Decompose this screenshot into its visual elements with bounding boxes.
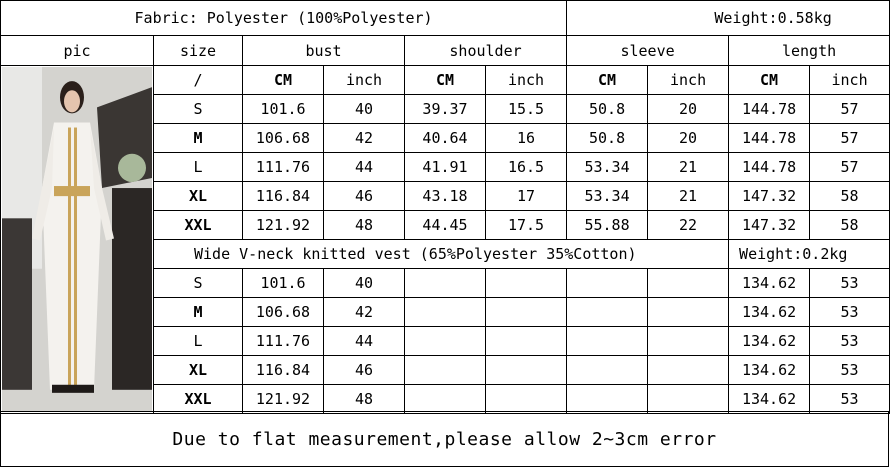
col-pic: pic — [1, 36, 154, 66]
length-cm-cell: 147.32 — [729, 211, 810, 240]
bust-cm-cell: 116.84 — [243, 182, 324, 211]
unit-cm: CM — [405, 66, 486, 95]
sleeve-inch-cell: 20 — [648, 124, 729, 153]
empty-cell — [648, 327, 729, 356]
vest-fabric-label: Wide V-neck knitted vest (65%Polyester 35%Cotton) — [154, 240, 729, 269]
sleeve-inch-cell: 21 — [648, 182, 729, 211]
length-inch-cell: 53 — [810, 298, 890, 327]
col-sleeve: sleeve — [567, 36, 729, 66]
sleeve-cm-cell: 53.34 — [567, 182, 648, 211]
length-inch-cell: 57 — [810, 153, 890, 182]
shoulder-cm-cell: 43.18 — [405, 182, 486, 211]
product-photo — [2, 67, 152, 412]
col-shoulder: shoulder — [405, 36, 567, 66]
bust-inch-cell: 42 — [324, 124, 405, 153]
unit-inch: inch — [810, 66, 890, 95]
unit-inch: inch — [486, 66, 567, 95]
length-inch-cell: 57 — [810, 95, 890, 124]
length-inch-cell: 53 — [810, 269, 890, 298]
bust-inch-cell: 44 — [324, 327, 405, 356]
length-inch-cell: 58 — [810, 211, 890, 240]
shoulder-inch-cell: 16 — [486, 124, 567, 153]
length-inch-cell: 58 — [810, 182, 890, 211]
length-inch-cell: 57 — [810, 124, 890, 153]
bust-cm-cell: 101.6 — [243, 95, 324, 124]
empty-cell — [648, 298, 729, 327]
bust-cm-cell: 106.68 — [243, 298, 324, 327]
sleeve-cm-cell: 55.88 — [567, 211, 648, 240]
empty-cell — [567, 269, 648, 298]
shoulder-inch-cell: 16.5 — [486, 153, 567, 182]
col-size: size — [154, 36, 243, 66]
sleeve-inch-cell: 20 — [648, 95, 729, 124]
empty-cell — [405, 327, 486, 356]
size-cell: XXL — [154, 211, 243, 240]
bust-inch-cell: 48 — [324, 211, 405, 240]
empty-cell — [648, 385, 729, 414]
vest-weight-label: Weight:0.2kg — [729, 240, 890, 269]
size-cell: XL — [154, 182, 243, 211]
unit-slash: / — [154, 66, 243, 95]
bust-inch-cell: 40 — [324, 269, 405, 298]
bust-cm-cell: 116.84 — [243, 356, 324, 385]
bust-inch-cell: 46 — [324, 356, 405, 385]
length-cm-cell: 144.78 — [729, 95, 810, 124]
empty-cell — [567, 356, 648, 385]
empty-cell — [486, 385, 567, 414]
length-cm-cell: 134.62 — [729, 385, 810, 414]
size-cell: XL — [154, 356, 243, 385]
bust-inch-cell: 44 — [324, 153, 405, 182]
size-cell: L — [154, 327, 243, 356]
bust-cm-cell: 111.76 — [243, 327, 324, 356]
empty-cell — [405, 385, 486, 414]
bust-inch-cell: 48 — [324, 385, 405, 414]
bust-cm-cell: 121.92 — [243, 385, 324, 414]
model-in-dress-image — [2, 67, 152, 412]
empty-cell — [648, 269, 729, 298]
empty-cell — [486, 327, 567, 356]
empty-cell — [486, 269, 567, 298]
bust-cm-cell: 121.92 — [243, 211, 324, 240]
col-bust: bust — [243, 36, 405, 66]
weight-label: Weight:0.58kg — [567, 1, 890, 36]
shoulder-cm-cell: 40.64 — [405, 124, 486, 153]
empty-cell — [405, 356, 486, 385]
empty-cell — [486, 298, 567, 327]
bust-inch-cell: 42 — [324, 298, 405, 327]
sleeve-inch-cell: 22 — [648, 211, 729, 240]
bust-cm-cell: 101.6 — [243, 269, 324, 298]
sleeve-cm-cell: 53.34 — [567, 153, 648, 182]
size-cell: M — [154, 124, 243, 153]
shoulder-inch-cell: 17 — [486, 182, 567, 211]
length-cm-cell: 147.32 — [729, 182, 810, 211]
empty-cell — [567, 298, 648, 327]
length-cm-cell: 144.78 — [729, 124, 810, 153]
fabric-label: Fabric: Polyester (100%Polyester) — [1, 1, 567, 36]
bust-cm-cell: 111.76 — [243, 153, 324, 182]
sleeve-inch-cell: 21 — [648, 153, 729, 182]
unit-cm: CM — [729, 66, 810, 95]
length-cm-cell: 134.62 — [729, 327, 810, 356]
length-cm-cell: 134.62 — [729, 298, 810, 327]
shoulder-cm-cell: 44.45 — [405, 211, 486, 240]
size-cell: M — [154, 298, 243, 327]
sleeve-cm-cell: 50.8 — [567, 95, 648, 124]
bust-cm-cell: 106.68 — [243, 124, 324, 153]
length-inch-cell: 53 — [810, 356, 890, 385]
size-cell: S — [154, 95, 243, 124]
col-length: length — [729, 36, 890, 66]
empty-cell — [567, 385, 648, 414]
empty-cell — [486, 356, 567, 385]
size-cell: L — [154, 153, 243, 182]
length-inch-cell: 53 — [810, 385, 890, 414]
product-photo-cell — [1, 66, 154, 414]
unit-cm: CM — [567, 66, 648, 95]
unit-inch: inch — [324, 66, 405, 95]
empty-cell — [405, 298, 486, 327]
empty-cell — [567, 327, 648, 356]
shoulder-cm-cell: 41.91 — [405, 153, 486, 182]
shoulder-cm-cell: 39.37 — [405, 95, 486, 124]
sleeve-cm-cell: 50.8 — [567, 124, 648, 153]
bust-inch-cell: 46 — [324, 182, 405, 211]
length-cm-cell: 144.78 — [729, 153, 810, 182]
shoulder-inch-cell: 15.5 — [486, 95, 567, 124]
size-cell: XXL — [154, 385, 243, 414]
length-cm-cell: 134.62 — [729, 269, 810, 298]
unit-cm: CM — [243, 66, 324, 95]
footer-note: Due to flat measurement,please allow 2~3cm error — [0, 411, 889, 467]
unit-inch: inch — [648, 66, 729, 95]
length-inch-cell: 53 — [810, 327, 890, 356]
empty-cell — [648, 356, 729, 385]
length-cm-cell: 134.62 — [729, 356, 810, 385]
size-cell: S — [154, 269, 243, 298]
bust-inch-cell: 40 — [324, 95, 405, 124]
empty-cell — [405, 269, 486, 298]
shoulder-inch-cell: 17.5 — [486, 211, 567, 240]
